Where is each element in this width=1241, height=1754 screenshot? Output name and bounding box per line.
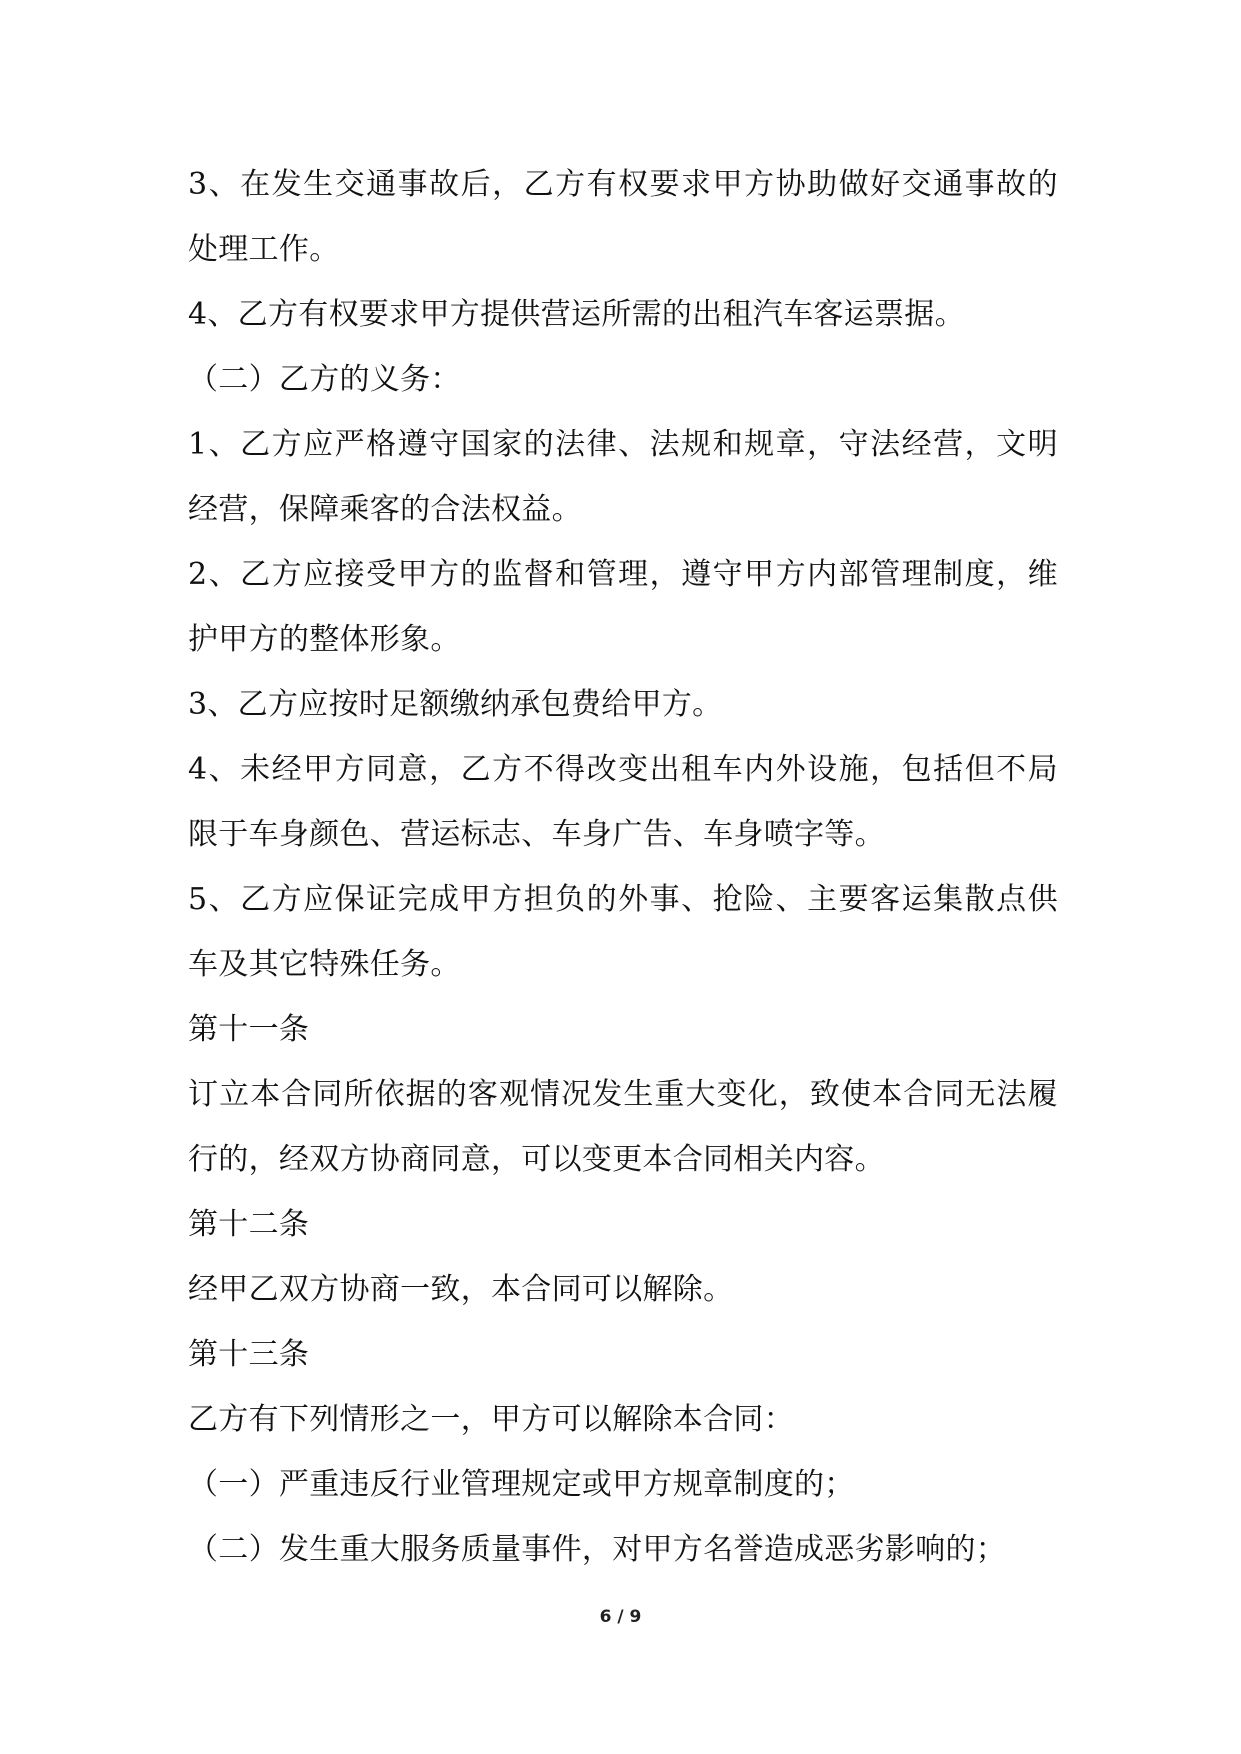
text-line: 乙方有下列情形之一，甲方可以解除本合同： <box>188 1402 794 1437</box>
text-line: 3、乙方应按时足额缴纳承包费给甲方。 <box>188 687 723 722</box>
text-line: 行的，经双方协商同意，可以变更本合同相关内容。 <box>188 1142 885 1177</box>
text-line: 护甲方的整体形象。 <box>188 622 461 657</box>
text-line: 订 立 本 合 同 所 依 据 的 客 观 情 况 发 生 重 大 变 化 ， 致 使 本 合 同 无 法 履 <box>188 1077 1058 1112</box>
text-line: （一）严重违反行业管理规定或甲方规章制度的； <box>188 1467 855 1502</box>
text-line: 4、乙方有权要求甲方提供营运所需的出租汽车客运票据。 <box>188 297 965 332</box>
text-line: 经营，保障乘客的合法权益。 <box>188 492 582 527</box>
document-body <box>188 152 1058 1582</box>
text-line: 第十二条 <box>188 1207 310 1242</box>
text-line: 5 、 乙 方 应 保 证 完 成 甲 方 担 负 的 外 事 、 抢 险 、 主 要 客 运 集 散 点 供 <box>188 882 1058 917</box>
text-line: （二）乙方的义务： <box>188 362 461 397</box>
text-line: 2 、 乙 方 应 接 受 甲 方 的 监 督 和 管 理 ， 遵 守 甲 方 内 部 管 理 制 度 ， 维 <box>188 557 1058 592</box>
text-line: 车及其它特殊任务。 <box>188 947 461 982</box>
page-number: 6 / 9 <box>599 1607 642 1627</box>
text-line: 第十一条 <box>188 1012 310 1047</box>
text-line: 限于车身颜色、营运标志、车身广告、车身喷字等。 <box>188 817 885 852</box>
text-line: （二）发生重大服务质量事件，对甲方名誉造成恶劣影响的； <box>188 1532 1007 1567</box>
text-line: 4 、 未 经 甲 方 同 意 ， 乙 方 不 得 改 变 出 租 车 内 外 设 施 ， 包 括 但 不 局 <box>188 752 1058 787</box>
text-line: 经甲乙双方协商一致，本合同可以解除。 <box>188 1272 734 1307</box>
text-line: 3 、 在 发 生 交 通 事 故 后 ， 乙 方 有 权 要 求 甲 方 协 助 做 好 交 通 事 故 的 <box>188 167 1058 202</box>
text-line: 第十三条 <box>188 1337 310 1372</box>
text-line: 1 、 乙 方 应 严 格 遵 守 国 家 的 法 律 、 法 规 和 规 章 ， 守 法 经 营 ， 文 明 <box>188 427 1058 462</box>
text-line: 处理工作。 <box>188 232 340 267</box>
